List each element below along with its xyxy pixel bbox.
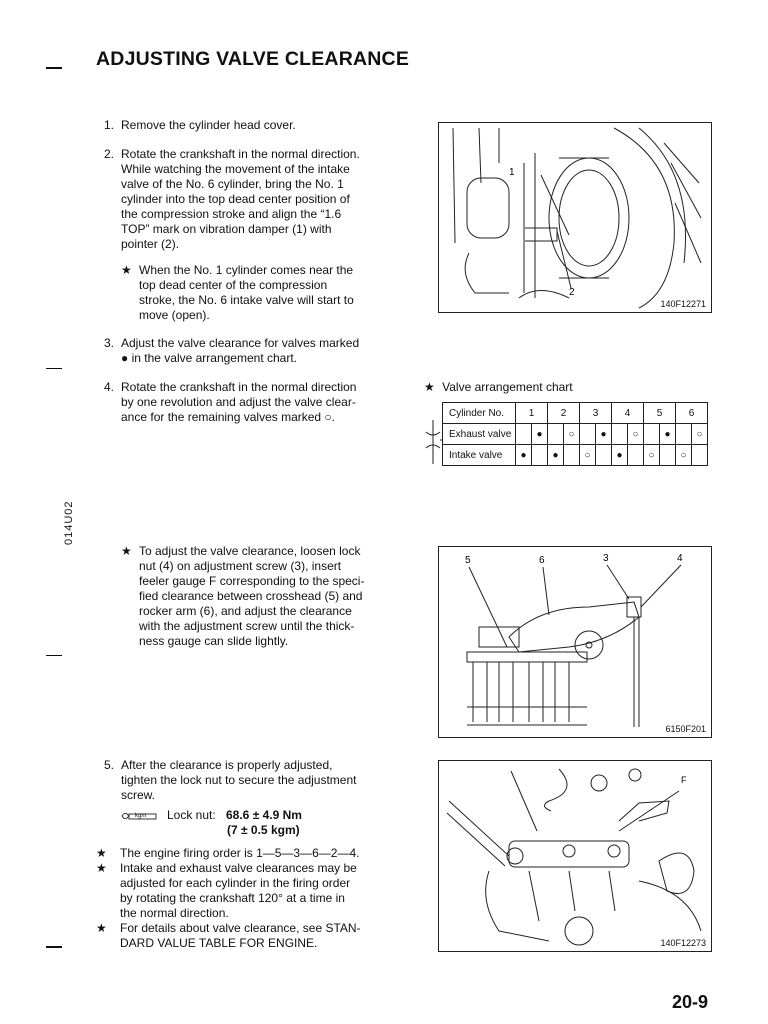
table-header-cell: Cylinder No.	[443, 403, 516, 424]
note-line: ness gauge can slide lightly.	[139, 634, 289, 648]
valve-mark: ●	[548, 445, 564, 466]
step-number: 2.	[103, 147, 114, 161]
margin-mark	[46, 946, 62, 948]
figure-feeler-gauge	[438, 760, 712, 952]
step-line: pointer (2).	[121, 237, 180, 251]
valve-mark: ○	[580, 445, 596, 466]
chart-bracket-icon	[424, 418, 442, 466]
star-icon: ★	[96, 861, 107, 875]
star-icon: ★	[121, 263, 132, 277]
row-label: Intake valve	[443, 445, 516, 466]
page-number: 20-9	[671, 992, 708, 1012]
step-line: Rotate the crankshaft in the normal direction	[121, 380, 357, 394]
chart-heading-text: Valve arrangement chart	[442, 380, 573, 394]
step-text: Remove the cylinder head cover.	[121, 118, 296, 132]
note-line: rocker arm (6), and adjust the clearance	[139, 604, 352, 618]
step-number: 3.	[103, 336, 114, 350]
valve-mark: ●	[516, 445, 532, 466]
step-line: cylinder into the top dead center position of	[121, 192, 350, 206]
step-line: by one revolution and adjust the valve clear-	[121, 395, 356, 409]
note-line: adjusted for each cylinder in the firing order	[120, 876, 351, 890]
note-line: with the adjustment screw until the thick-	[139, 619, 355, 633]
cylinder-number: 5	[644, 403, 676, 424]
figure-drawing	[439, 761, 711, 951]
margin-mark	[46, 368, 62, 369]
callout-6: 6	[539, 555, 545, 566]
cylinder-number: 4	[612, 403, 644, 424]
step-3	[100, 336, 385, 366]
star-icon: ★	[121, 544, 132, 558]
figure-code: 140F12271	[660, 299, 706, 309]
step-number: 4.	[103, 380, 114, 394]
figure-drawing	[439, 123, 711, 312]
page-title: ADJUSTING VALVE CLEARANCE	[96, 48, 410, 70]
step-4	[100, 380, 385, 425]
valve-mark: ○	[628, 424, 644, 445]
step-line: After the clearance is properly adjusted,	[121, 758, 333, 772]
valve-mark: ●	[532, 424, 548, 445]
step-line: valve of the No. 6 cylinder, bring the No. 1	[121, 177, 344, 191]
torque-value-kgm: (7 ± 0.5 kgm)	[227, 823, 300, 837]
note-line: Intake and exhaust valve clearances may be	[120, 861, 357, 875]
figure-code: 140F12273	[660, 938, 706, 948]
figure-drawing	[439, 547, 711, 737]
margin-mark	[46, 67, 62, 69]
torque-value: 68.6 ± 4.9 Nm	[226, 808, 302, 822]
valve-mark: ●	[612, 445, 628, 466]
cylinder-number: 3	[580, 403, 612, 424]
note-line: The engine firing order is 1—5—3—6—2—4.	[120, 846, 360, 860]
step-line: ● in the valve arrangement chart.	[121, 351, 298, 365]
note-line: To adjust the valve clearance, loosen lock	[139, 544, 361, 558]
valve-mark: ●	[660, 424, 676, 445]
cylinder-number: 6	[676, 403, 708, 424]
note-line: DARD VALUE TABLE FOR ENGINE.	[120, 936, 318, 950]
valve-arrangement-table	[442, 402, 708, 466]
table-header-row	[443, 403, 708, 424]
step-line: tighten the lock nut to secure the adjustment	[121, 773, 357, 787]
note-line: fied clearance between crosshead (5) and	[139, 589, 363, 603]
row-label: Exhaust valve	[443, 424, 516, 445]
torque-unit-label: kgm	[135, 813, 147, 819]
figure-code: 6150F201	[665, 724, 706, 734]
step-line: Rotate the crankshaft in the normal direction.	[121, 147, 360, 161]
chart-heading	[424, 380, 573, 394]
table-row	[443, 445, 708, 466]
note-line: nut (4) on adjustment screw (3), insert	[139, 559, 342, 573]
table-row	[443, 424, 708, 445]
step-2	[100, 147, 385, 252]
step-number: 5.	[103, 758, 114, 772]
valve-mark: ○	[692, 424, 708, 445]
star-icon: ★	[96, 921, 107, 935]
step-line: the compression stroke and align the “1.6	[121, 207, 342, 221]
margin-mark	[46, 655, 62, 656]
cylinder-number: 1	[516, 403, 548, 424]
callout-5: 5	[465, 555, 471, 566]
figure-vibration-damper	[438, 122, 712, 313]
torque-label: Lock nut:	[167, 808, 216, 822]
note-line: the normal direction.	[120, 906, 229, 920]
step-number: 1.	[103, 118, 114, 132]
valve-mark: ●	[596, 424, 612, 445]
note-line: stroke, the No. 6 intake valve will start to	[139, 293, 354, 307]
figure-rocker-arm	[438, 546, 712, 738]
callout-4: 4	[677, 553, 683, 564]
callout-f: F	[681, 775, 687, 785]
note-line: When the No. 1 cylinder comes near the	[139, 263, 354, 277]
step-4-note	[121, 544, 383, 649]
note-line: top dead center of the compression	[139, 278, 328, 292]
step-line: TOP” mark on vibration damper (1) with	[121, 222, 332, 236]
step-2-note	[121, 263, 383, 323]
valve-mark: ○	[644, 445, 660, 466]
step-line: Adjust the valve clearance for valves marked	[121, 336, 360, 350]
side-code: 014U02	[63, 500, 75, 545]
note-line: feeler gauge F corresponding to the speci-	[139, 574, 365, 588]
step-5	[100, 758, 385, 803]
step-line: ance for the remaining valves marked ○.	[121, 410, 336, 424]
valve-mark: ○	[564, 424, 580, 445]
note-line: move (open).	[139, 308, 210, 322]
cylinder-number: 2	[548, 403, 580, 424]
callout-3: 3	[603, 553, 609, 564]
valve-mark: ○	[676, 445, 692, 466]
star-icon: ★	[96, 846, 107, 860]
bottom-notes	[96, 846, 384, 951]
star-icon: ★	[424, 380, 435, 394]
note-line: For details about valve clearance, see STAN-	[120, 921, 361, 935]
step-line: screw.	[121, 788, 156, 802]
callout-2: 2	[569, 287, 575, 298]
callout-1: 1	[509, 167, 515, 178]
note-line: by rotating the crankshaft 120° at a time in	[120, 891, 345, 905]
step-line: While watching the movement of the intake	[121, 162, 350, 176]
step-1	[100, 118, 385, 133]
